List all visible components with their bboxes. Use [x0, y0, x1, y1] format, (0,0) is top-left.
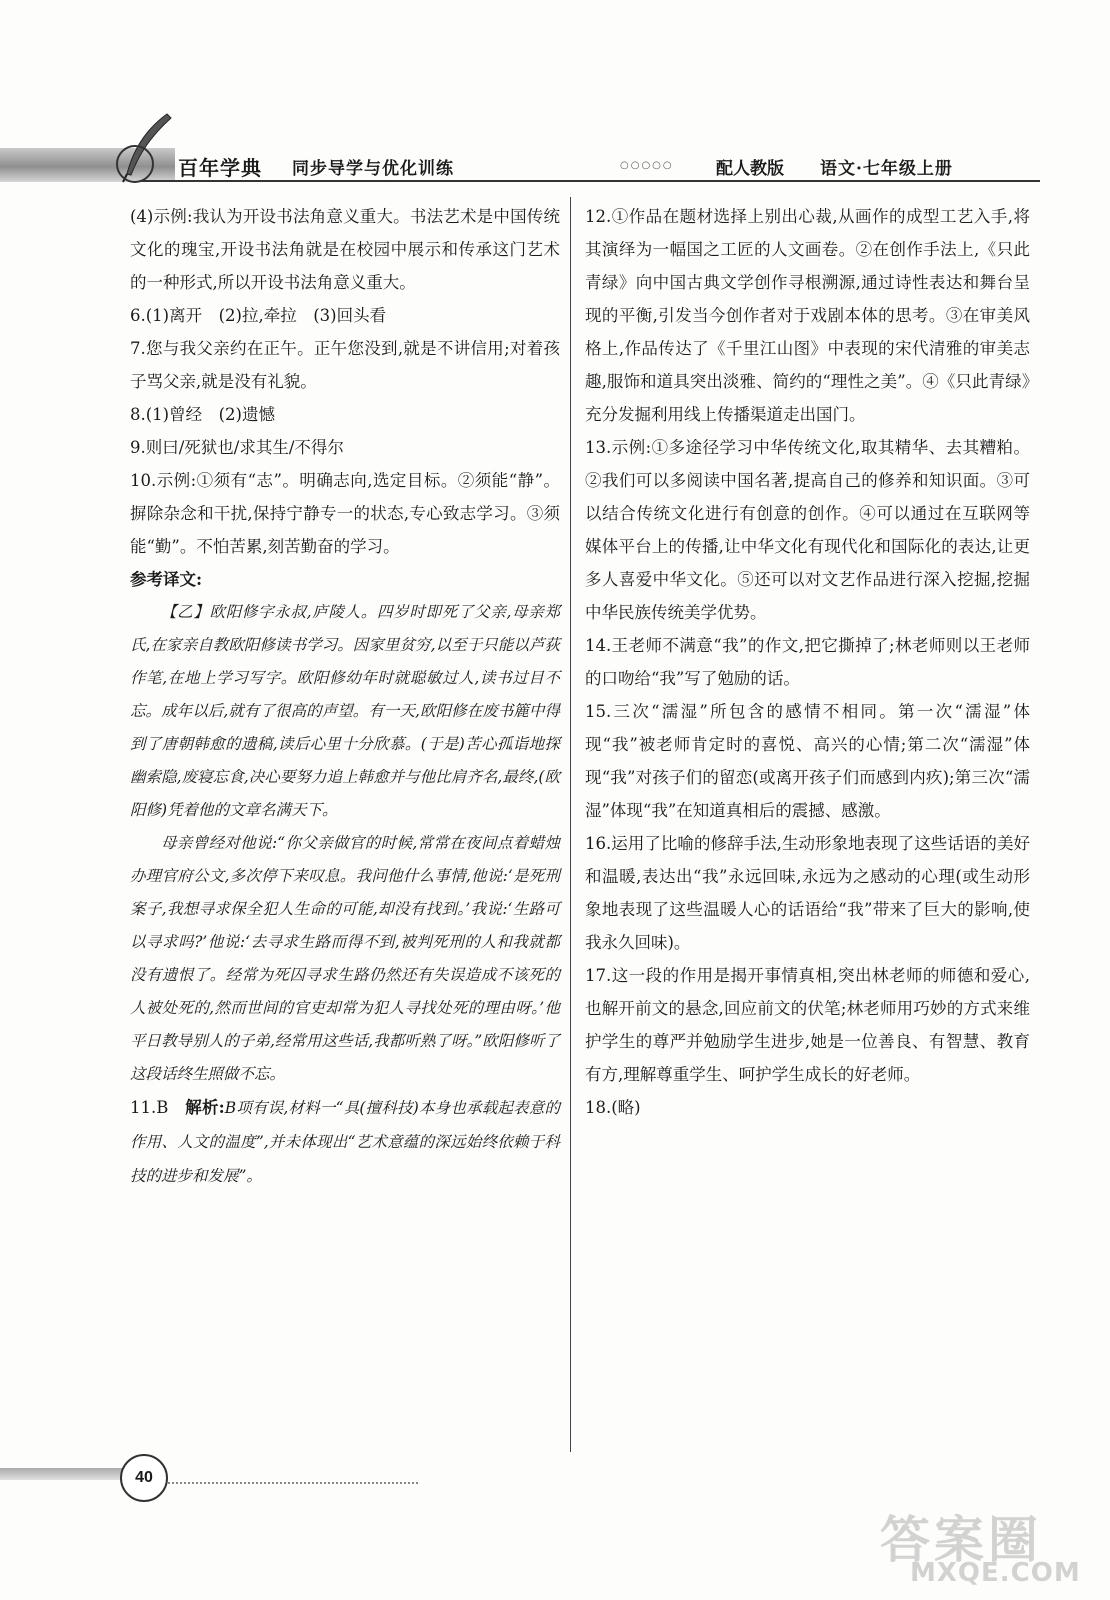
- answer-17: 17.这一段的作用是揭开事情真相,突出林老师的师德和爱心,也解开前文的悬念,回应前文的伏笔;林老师用巧妙的方式来维护学生的尊严并勉励学生进步,她是一位善良、有智慧、教育有方,理解尊重学生、呵护学生成长的好老师。: [585, 966, 1030, 1084]
- page-footer: [0, 1440, 1110, 1500]
- page-number: 40: [120, 1454, 168, 1502]
- answer-11: [130, 1091, 560, 1193]
- header-dots: ○○○○○: [620, 160, 674, 171]
- answer-16: 16.运用了比喻的修辞手法,生动形象地表现了这些话语的美好和温暖,表达出“我”永远回味,永远为之感动的心理(或生动形象地表现了这些温暖人心的话语给“我”带来了巨大的影响,使我永久回味)。: [585, 834, 1030, 952]
- answer-11-text: B项有误,材料一“具(擅科技)本身也承载起表意的作用、人文的温度”,并未体现出“艺术意蕴的深远始终依赖于科技的进步和发展”。: [130, 1099, 561, 1185]
- answer-9: 9.则曰/死狱也/求其生/不得尔: [130, 438, 344, 457]
- answer-11-label: 解析:: [185, 1098, 225, 1117]
- right-column: [585, 200, 1030, 1124]
- watermark-url: MXQE.COM: [910, 1558, 1081, 1588]
- book-title: 百年学典: [178, 156, 262, 180]
- answer-18: 18.(略): [585, 1098, 641, 1117]
- answer-13: 13.示例:①多途径学习中华传统文化,取其精华、去其糟粕。②我们可以多阅读中国名著,提高自己的修养和知识面。③可以结合传统文化进行有创意的创作。④可以通过在互联网等媒体平台上的传播,让中华文化有现代化和国际化的表达,让更多人喜爱中华文化。⑤还可以对文艺作品进行深入挖掘,挖掘中华民族传统美学优势。: [585, 438, 1030, 622]
- answer-6: 6.(1)离开 (2)拉,牵拉 (3)回头看: [130, 306, 387, 325]
- answer-15: 15.三次“濡湿”所包含的感情不相同。第一次“濡湿”体现“我”被老师肯定时的喜悦、高兴的心情;第二次“濡湿”体现“我”对孩子们的留恋(或离开孩子们而感到内疚);第三次“濡湿”体现“我”在知道真相后的震撼、感激。: [585, 702, 1030, 820]
- answer-8: 8.(1)曾经 (2)遗憾: [130, 405, 275, 424]
- column-divider: [570, 197, 571, 1452]
- edition-label: 配人教版: [716, 159, 784, 179]
- left-column: [130, 200, 560, 1193]
- translation-paragraph-2: 母亲曾经对他说:“你父亲做官的时候,常常在夜间点着蜡烛办理官府公文,多次停下来叹息。我问他什么事情,他说:‘是死刑案子,我想寻求保全犯人生命的可能,却没有找到。’我说:‘生路可以寻求吗?’他说:‘去寻求生路而得不到,被判死刑的人和我就都没有遗恨了。经常为死囚寻求生路仍然还有失误造成不该死的人被处死的,然而世间的官吏却常为犯人寻找处死的理由呀。’他平日教导别人的子弟,经常用这些话,我都听熟了呀。”欧阳修听了这段话终生照做不忘。: [130, 834, 560, 1083]
- watermark-text: 答案圈: [880, 1511, 1042, 1569]
- answer-11-number: 11.B: [130, 1098, 169, 1117]
- reference-translation-heading: 参考译文:: [130, 570, 203, 589]
- book-subtitle: 同步导学与优化训练: [292, 159, 454, 179]
- footer-dotted-rule: [168, 1482, 418, 1484]
- subject-label: 语文·七年级上册: [820, 159, 953, 179]
- translation-paragraph-1: 【乙】欧阳修字永叔,庐陵人。四岁时即死了父亲,母亲郑氏,在家亲自教欧阳修读书学习。因家里贫穷,以至于只能以芦荻作笔,在地上学习写字。欧阳修幼年时就聪敏过人,读书过目不忘。成年以后,就有了很高的声望。有一天,欧阳修在废书簏中得到了唐朝韩愈的遗稿,读后心里十分欣慕。(于是)苦心孤诣地探幽索隐,废寝忘食,决心要努力追上韩愈并与他比肩齐名,最终,(欧阳修)凭着他的文章名满天下。: [130, 603, 560, 819]
- header-rule: [140, 180, 1040, 182]
- page-header: [0, 112, 1110, 192]
- footer-band: [0, 1468, 140, 1480]
- answer-12: 12.①作品在题材选择上别出心裁,从画作的成型工艺入手,将其演绎为一幅国之工匠的人文画卷。②在创作手法上,《只此青绿》向中国古典文学创作寻根溯源,通过诗性表达和舞台呈现的平衡,引发当今创作者对于戏剧本体的思考。③在审美风格上,作品传达了《千里江山图》中表现的宋代清雅的审美志趣,服饰和道具突出淡雅、简约的“理性之美”。④《只此青绿》充分发掘利用线上传播渠道走出国门。: [585, 207, 1030, 424]
- answer-4: (4)示例:我认为开设书法角意义重大。书法艺术是中国传统文化的瑰宝,开设书法角就是在校园中展示和传承这门艺术的一种形式,所以开设书法角意义重大。: [130, 207, 560, 292]
- quill-icon: [105, 112, 185, 184]
- answer-14: 14.王老师不满意“我”的作文,把它撕掉了;林老师则以王老师的口吻给“我”写了勉励的话。: [585, 636, 1030, 688]
- answer-10: 10.示例:①须有“志”。明确志向,选定目标。②须能“静”。摒除杂念和干扰,保持宁静专一的状态,专心致志学习。③须能“勤”。不怕苦累,刻苦勤奋的学习。: [130, 471, 560, 556]
- answer-7: 7.您与我父亲约在正午。正午您没到,就是不讲信用;对着孩子骂父亲,就是没有礼貌。: [130, 339, 560, 391]
- watermark-logo: [880, 1500, 1090, 1590]
